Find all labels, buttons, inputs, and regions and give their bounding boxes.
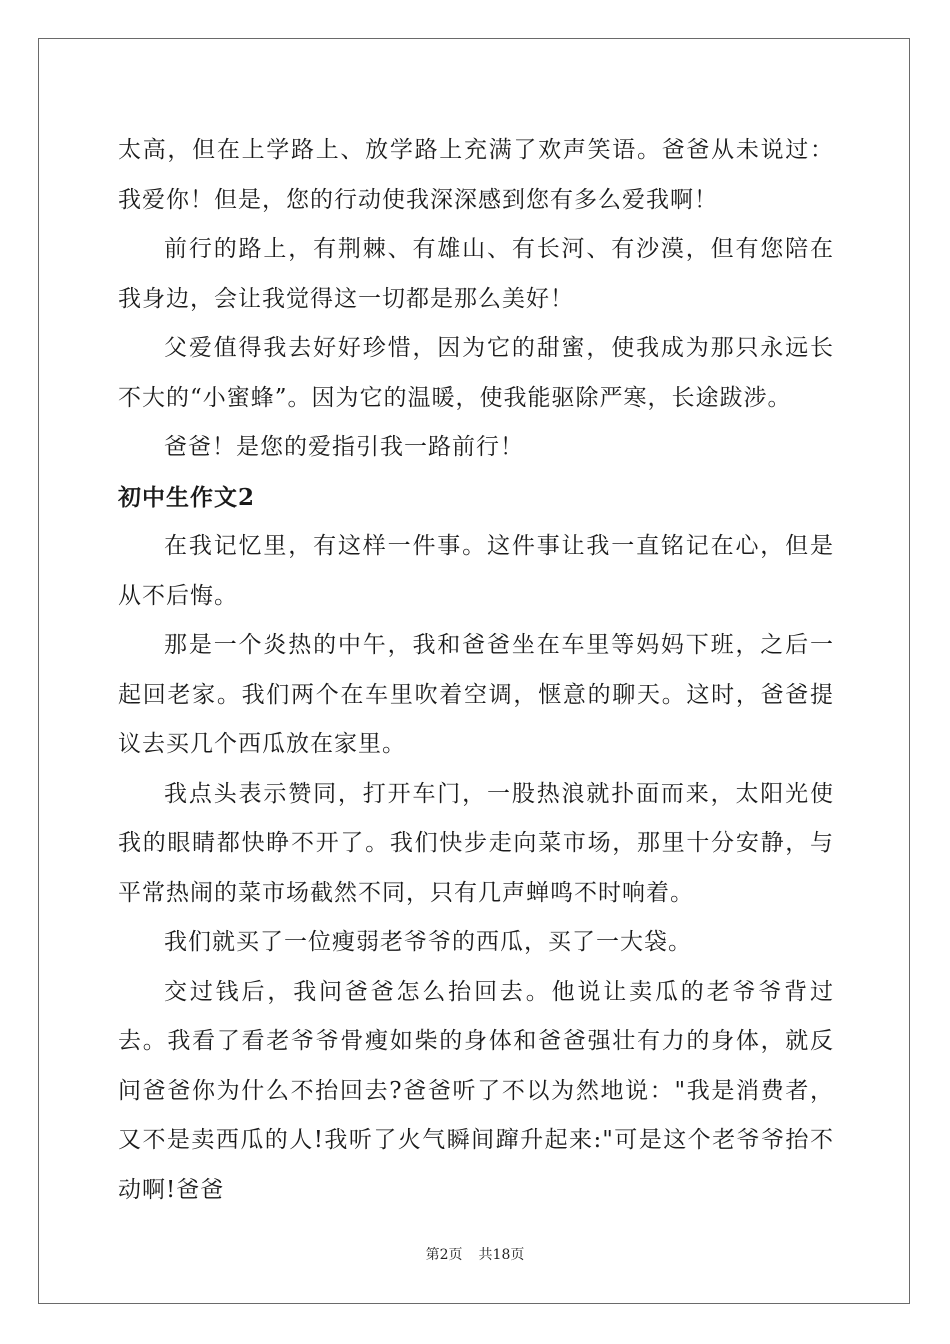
- page-number: 第2页: [425, 1247, 463, 1263]
- paragraph: 交过钱后，我问爸爸怎么抬回去。他说让卖瓜的老爷爷背过去。我看了看老爷爷骨瘦如柴的身体和爸爸强壮有力的身体，就反问爸爸你为什么不抬回去?爸爸听了不以为然地说："我是消费者，又不是卖西瓜的人!我听了火气瞬间蹿升起来:"可是这个老爷爷抬不动啊!爸爸: [118, 978, 834, 1203]
- section-heading: 初中生作文2: [118, 483, 256, 511]
- paragraph: 我点头表示赞同，打开车门，一股热浪就扑面而来，太阳光使我的眼睛都快睁不开了。我们快步走向菜市场，那里十分安静，与平常热闹的菜市场截然不同，只有几声蝉鸣不时响着。: [118, 780, 834, 906]
- page-footer: [0, 1244, 950, 1264]
- paragraph-continuation: 太高，但在上学路上、放学路上充满了欢声笑语。爸爸从未说过：我爱你！但是，您的行动使我深深感到您有多么爱我啊！: [118, 137, 834, 213]
- paragraph: 在我记忆里，有这样一件事。这件事让我一直铭记在心，但是从不后悔。: [118, 533, 834, 609]
- page-total: 共18页: [478, 1247, 525, 1263]
- paragraph: 父爱值得我去好好珍惜，因为它的甜蜜，使我成为那只永远长不大的“小蜜蜂”。因为它的温暖，使我能驱除严寒，长途跋涉。: [118, 335, 834, 411]
- paragraph: 那是一个炎热的中午，我和爸爸坐在车里等妈妈下班，之后一起回老家。我们两个在车里吹着空调，惬意的聊天。这时，爸爸提议去买几个西瓜放在家里。: [118, 632, 834, 757]
- paragraph: 爸爸！是您的爱指引我一路前行！: [164, 434, 524, 460]
- paragraph: 前行的路上，有荆棘、有雄山、有长河、有沙漠，但有您陪在我身边，会让我觉得这一切都是那么美好！: [118, 236, 834, 312]
- document-body: [118, 126, 834, 1215]
- paragraph: 我们就买了一位瘦弱老爷爷的西瓜，买了一大袋。: [164, 929, 692, 955]
